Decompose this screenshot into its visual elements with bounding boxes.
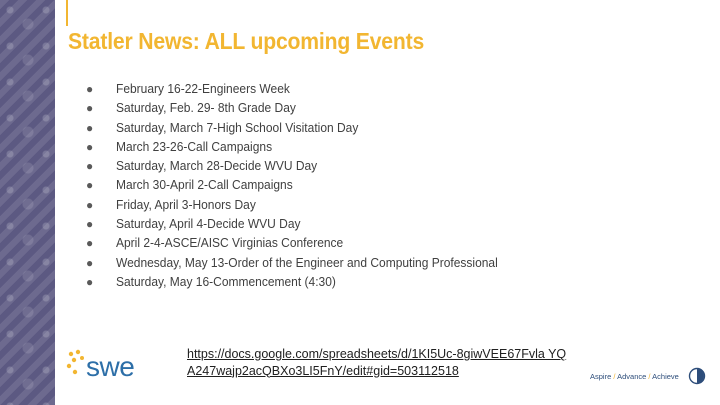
bullet-icon: ● [86, 217, 94, 232]
corner-emblem-icon [688, 367, 706, 385]
bullet-icon: ● [86, 82, 94, 96]
bullet-icon: ● [86, 274, 94, 289]
event-list-item [86, 215, 514, 234]
bullet-icon: ● [86, 255, 94, 270]
event-list-item [86, 196, 514, 215]
tagline-advance: Advance [617, 372, 647, 381]
event-list-item [86, 176, 514, 195]
event-list-item [86, 157, 514, 176]
bullet-icon: ● [86, 101, 94, 116]
event-text: Friday, April 3-Honors Day [116, 197, 256, 212]
event-text: April 2-4-ASCE/AISC Virginias Conference [116, 236, 344, 251]
event-text: February 16-22-Engineers Week [116, 82, 290, 96]
bullet-icon: ● [86, 178, 94, 193]
event-list-item [86, 80, 514, 99]
tagline-aspire: Aspire [590, 372, 612, 381]
events-list [86, 80, 514, 292]
side-decorative-pattern [0, 0, 55, 405]
swe-logo-mark-icon [67, 350, 84, 374]
gold-accent-line [66, 0, 68, 26]
event-list-item [86, 99, 514, 118]
event-list-item [86, 273, 514, 292]
event-text: Saturday, May 16-Commencement (4:30) [116, 274, 336, 289]
event-text: Saturday, April 4-Decide WVU Day [116, 217, 301, 232]
event-text: Wednesday, May 13-Order of the Engineer and Computing Professional [116, 255, 498, 270]
event-list-item [86, 254, 514, 273]
side-white-strip [55, 0, 67, 405]
event-list-item [86, 119, 514, 138]
bullet-icon: ● [86, 139, 94, 154]
slide-title: Statler News: ALL upcoming Events [68, 28, 425, 54]
event-list-item [86, 138, 514, 157]
bullet-icon: ● [86, 236, 94, 251]
event-text: Saturday, March 7-High School Visitation Day [116, 120, 359, 135]
bullet-icon: ● [86, 197, 94, 212]
tagline [590, 372, 679, 381]
event-text: March 23-26-Call Campaigns [116, 139, 273, 154]
tagline-achieve: Achieve [652, 372, 679, 381]
event-list-item [86, 234, 514, 253]
tagline-separator: / [613, 372, 616, 381]
bullet-icon: ● [86, 159, 94, 174]
event-text: March 30-April 2-Call Campaigns [116, 178, 293, 193]
event-text: Saturday, Feb. 29- 8th Grade Day [116, 101, 296, 116]
bullet-icon: ● [86, 120, 94, 135]
swe-logo-text: swe [86, 351, 135, 382]
spreadsheet-link[interactable]: https://docs.google.com/spreadsheets/d/1KI5Uc-8giwVEE67Fvla YQA247wajp2acQBXo3LI5FnY/edit#gid=503112518 [187, 347, 567, 378]
tagline-separator: / [648, 372, 651, 381]
event-text: Saturday, March 28-Decide WVU Day [116, 159, 318, 174]
